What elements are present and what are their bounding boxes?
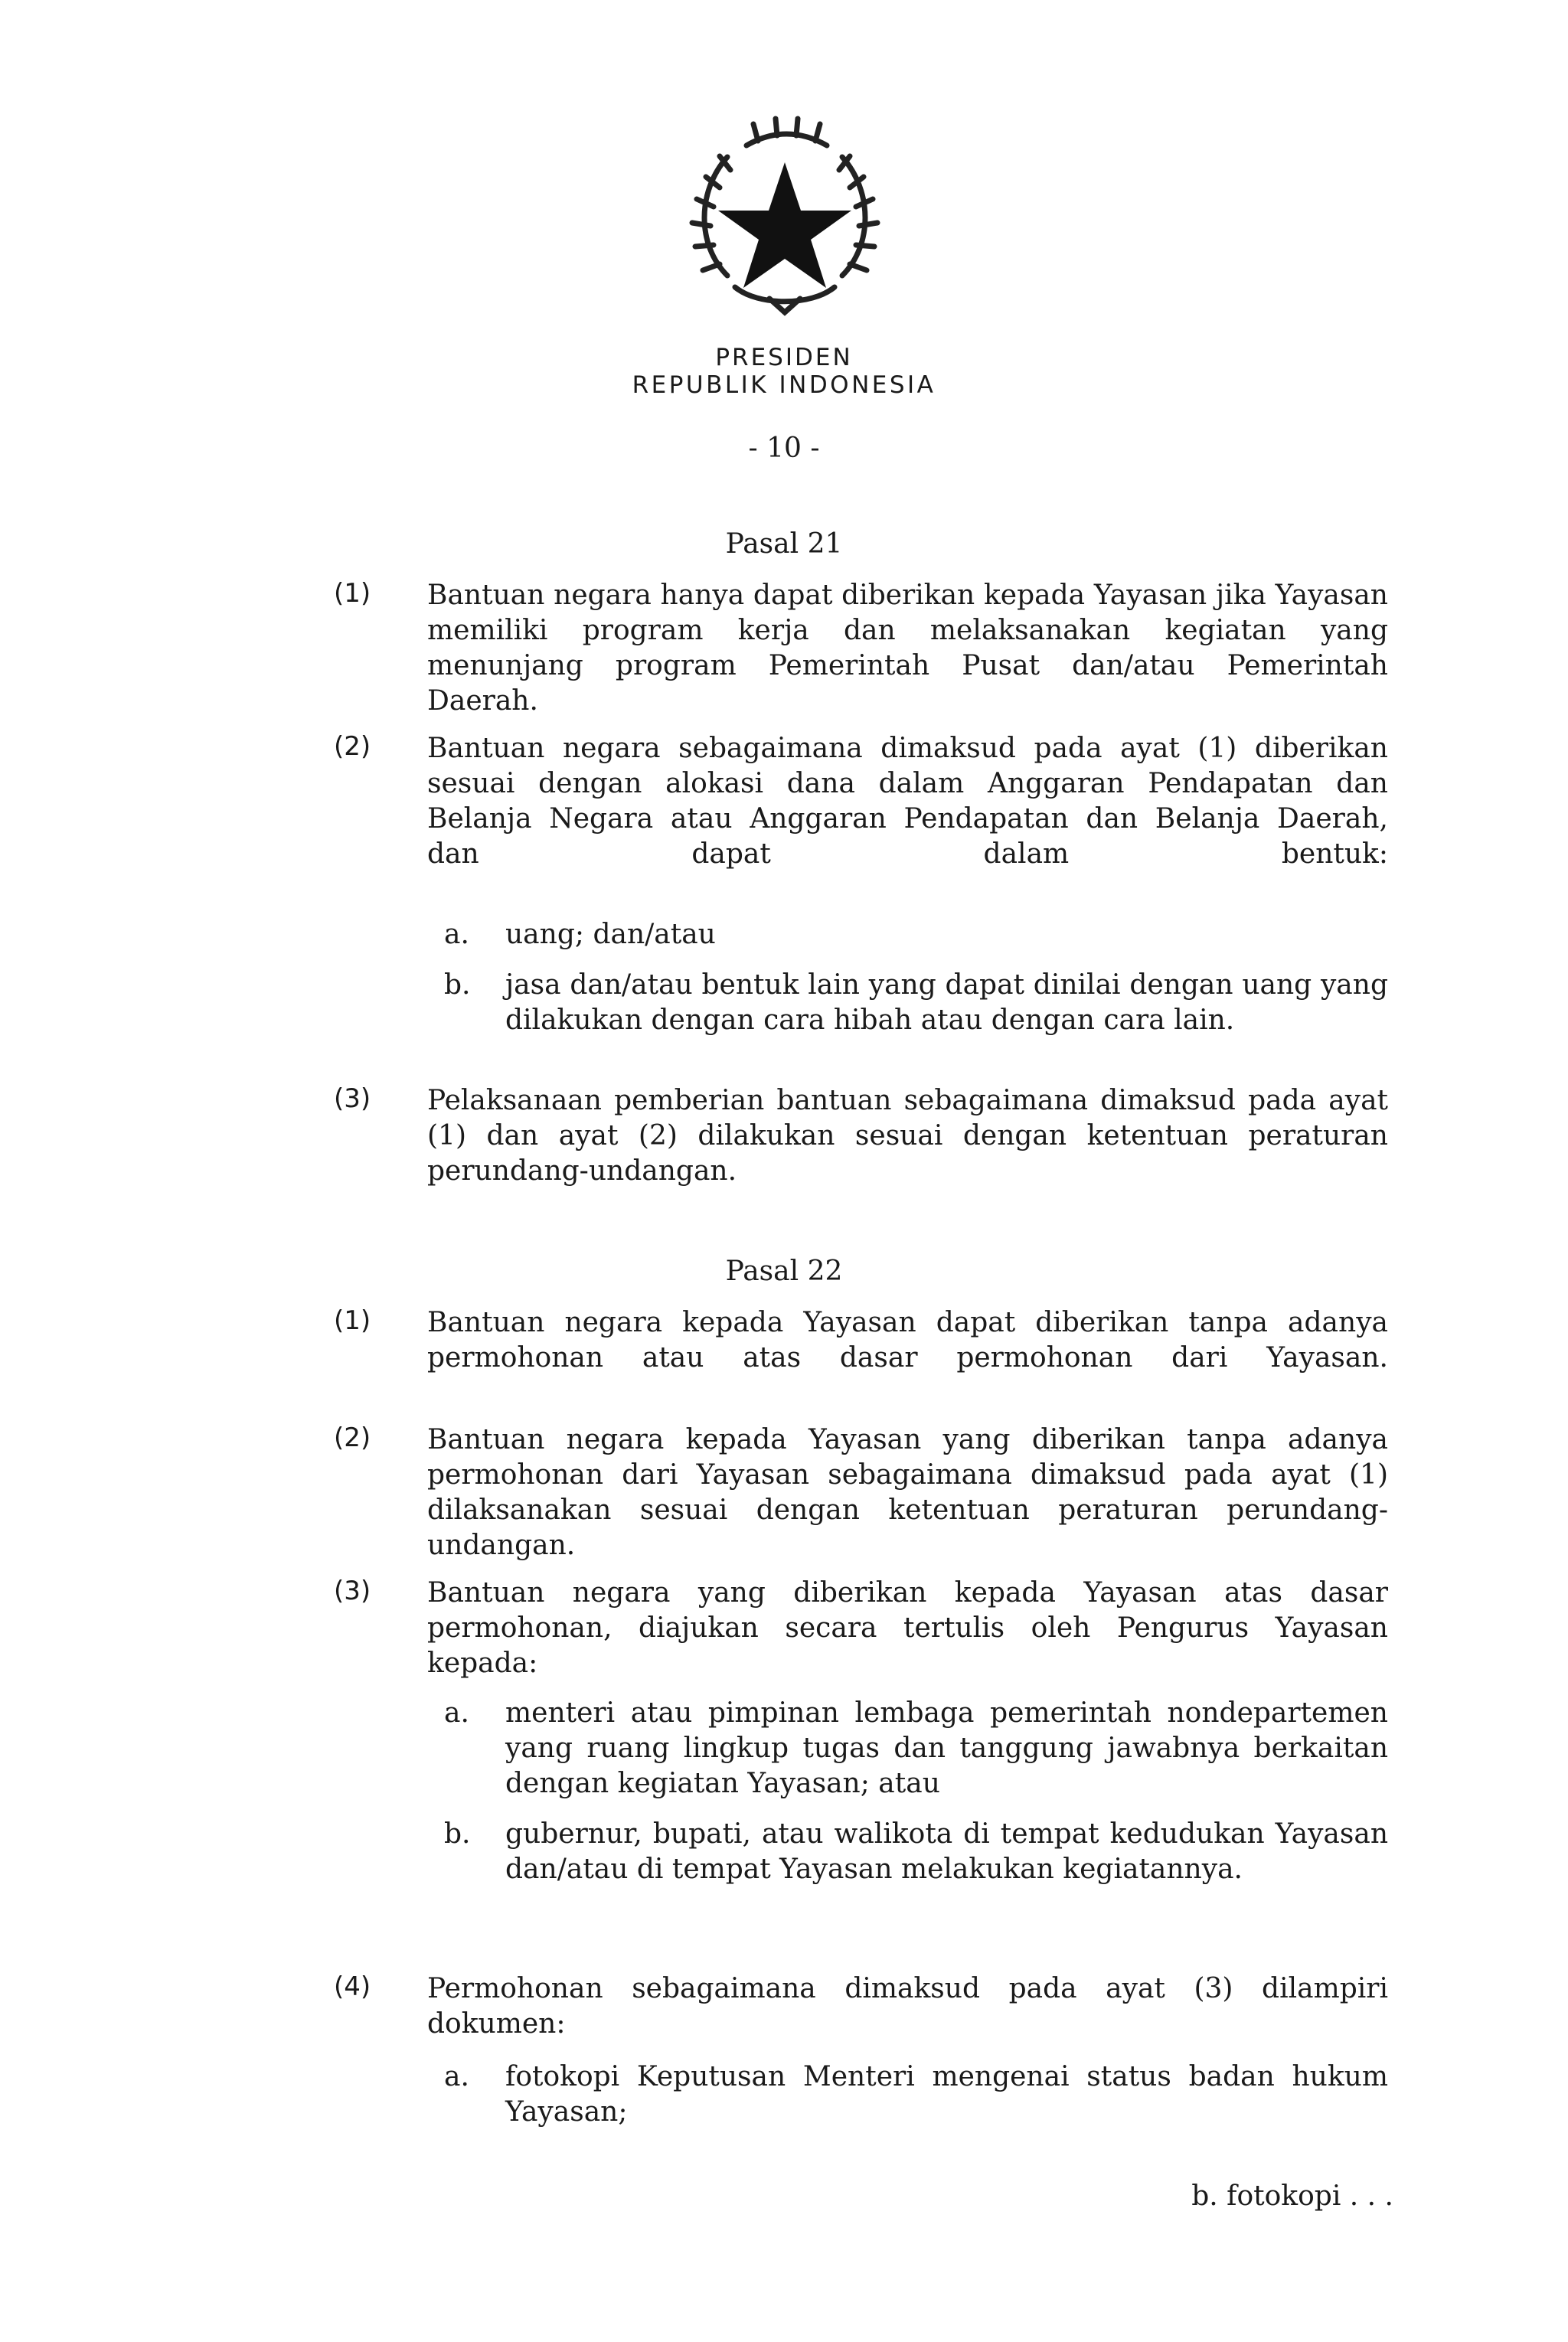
- ayat-number: (4): [334, 1971, 371, 2002]
- ayat-text: Bantuan negara hanya dapat diberikan kepada Yayasan jika Yayasan memiliki program kerja dan melaksanakan kegiatan yang menunjang program Pemerintah Pusat dan/atau Pemerintah Daerah.: [427, 580, 1388, 717]
- ayat-text: Bantuan negara kepada Yayasan dapat diberikan tanpa adanya permohonan atau atas dasar permohonan dari Yayasan.: [427, 1307, 1388, 1374]
- pasal-22-ayat-2: [334, 1423, 1388, 1599]
- item-text: fotokopi Keputusan Menteri mengenai status badan hukum Yayasan;: [505, 2061, 1388, 2128]
- garuda-star-emblem-icon: [674, 115, 896, 329]
- pasal-22-ayat-3-items: [444, 1696, 1388, 1887]
- item-text: menteri atau pimpinan lembaga pemerintah nondepartemen yang ruang lingkup tugas dan tanggung jawabnya berkaitan dengan kegiatan Yayasan; atau: [505, 1697, 1388, 1799]
- pasal-21-title: Pasal 21: [725, 528, 843, 560]
- ayat-number: (3): [334, 1576, 371, 1606]
- item-text: gubernur, bupati, atau walikota di tempat kedudukan Yayasan dan/atau di tempat Yayasan melakukan kegiatannya.: [505, 1818, 1388, 1885]
- pasal-21-ayat-3: [334, 1083, 1388, 1224]
- ayat-number: (2): [334, 731, 371, 762]
- pasal-21-ayat-2: [334, 731, 1388, 907]
- header-republic: REPUBLIK INDONESIA: [632, 371, 936, 399]
- list-item: [444, 2059, 1388, 2130]
- item-text: uang; dan/atau: [505, 919, 716, 950]
- ayat-text: Bantuan negara kepada Yayasan yang diberikan tanpa adanya permohonan dari Yayasan sebagaimana dimaksud pada ayat (1) dilaksanakan sesuai dengan ketentuan peraturan perundang-undangan.: [427, 1424, 1388, 1561]
- pasal-22-title: Pasal 22: [725, 1256, 843, 1287]
- star-icon: [718, 162, 851, 288]
- header-president: PRESIDEN: [715, 344, 853, 371]
- pasal-22-ayat-1: [334, 1305, 1388, 1411]
- list-item: [444, 917, 1388, 952]
- footer-catchword: b. fotokopi . . .: [1191, 2180, 1393, 2212]
- ayat-text: Bantuan negara sebagaimana dimaksud pada ayat (1) diberikan sesuai dengan alokasi dana dalam Anggaran Pendapatan dan Belanja Negara atau Anggaran Pendapatan dan Belanja Daerah, dan dapat dalam bentuk:: [427, 733, 1388, 870]
- list-item: [444, 968, 1388, 1038]
- ayat-text: Bantuan negara yang diberikan kepada Yayasan atas dasar permohonan, diajukan secara tertulis oleh Pengurus Yayasan kepada:: [427, 1577, 1388, 1679]
- ayat-text: Permohonan sebagaimana dimaksud pada ayat (3) dilampiri dokumen:: [427, 1973, 1388, 2040]
- item-letter: a.: [444, 919, 469, 950]
- list-item: [444, 1817, 1388, 1887]
- ayat-number: (1): [334, 578, 371, 609]
- pasal-21-ayat-2-items: [444, 917, 1388, 1038]
- ayat-number: (2): [334, 1423, 371, 1453]
- pasal-22-ayat-4-items: [444, 2059, 1388, 2130]
- list-item: [444, 1696, 1388, 1801]
- item-text: jasa dan/atau bentuk lain yang dapat dinilai dengan uang yang dilakukan dengan cara hibah atau dengan cara lain.: [505, 969, 1388, 1036]
- ayat-number: (1): [334, 1305, 371, 1336]
- pasal-21-ayat-1: [334, 578, 1388, 754]
- item-letter: b.: [444, 969, 471, 1001]
- item-letter: b.: [444, 1818, 471, 1850]
- ayat-number: (3): [334, 1083, 371, 1114]
- item-letter: a.: [444, 2061, 469, 2092]
- page-number: - 10 -: [748, 433, 820, 464]
- ayat-text: Pelaksanaan pemberian bantuan sebagaimana dimaksud pada ayat (1) dan ayat (2) dilakukan sesuai dengan ketentuan peraturan perundang-undangan.: [427, 1085, 1388, 1187]
- item-letter: a.: [444, 1697, 469, 1729]
